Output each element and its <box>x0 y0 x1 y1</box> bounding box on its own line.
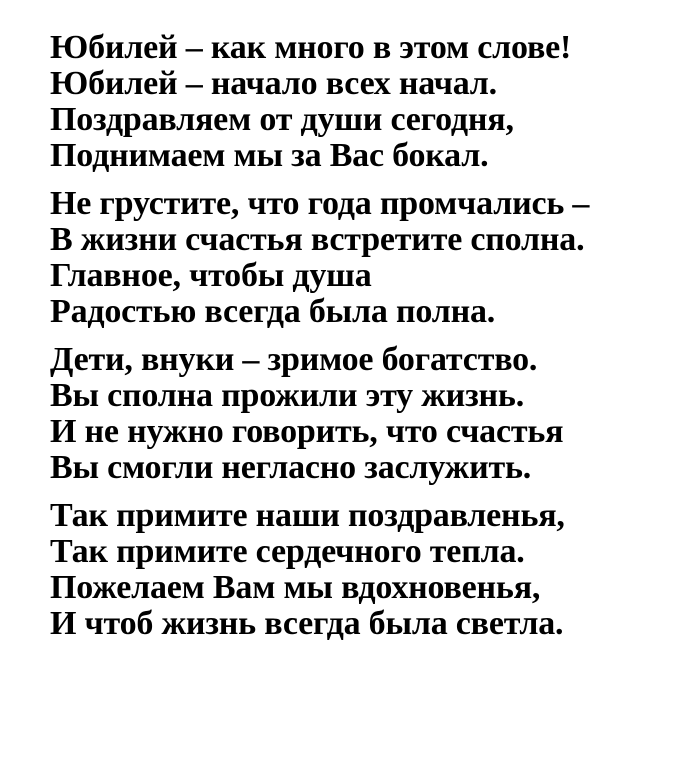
poem-line: Главное, чтобы душа <box>50 257 372 294</box>
stanza-2 <box>50 186 670 330</box>
poem-line: Юбилей – начало всех начал. <box>50 65 497 102</box>
poem-line: В жизни счастья встретите сполна. <box>50 221 585 258</box>
poem-line: Так примите наши поздравленья, <box>50 497 565 534</box>
poem-line: Дети, внуки – зримое богатство. <box>50 341 538 378</box>
stanza-1 <box>50 30 670 174</box>
poem-line: Вы смогли негласно заслужить. <box>50 449 532 486</box>
stanza-3 <box>50 342 670 486</box>
poem-line: И чтоб жизнь всегда была светла. <box>50 605 564 642</box>
stanza-4 <box>50 498 670 642</box>
poem <box>50 30 670 654</box>
poem-line: Пожелаем Вам мы вдохновенья, <box>50 569 541 606</box>
poem-line: Юбилей – как много в этом слове! <box>50 29 572 66</box>
poem-line: Поздравляем от души сегодня, <box>50 101 514 138</box>
poem-line: Не грустите, что года промчались – <box>50 185 590 222</box>
poem-line: Радостью всегда была полна. <box>50 293 496 330</box>
poem-line: Вы сполна прожили эту жизнь. <box>50 377 525 414</box>
poem-line: И не нужно говорить, что счастья <box>50 413 564 450</box>
poem-line: Так примите сердечного тепла. <box>50 533 525 570</box>
poem-line: Поднимаем мы за Вас бокал. <box>50 137 489 174</box>
